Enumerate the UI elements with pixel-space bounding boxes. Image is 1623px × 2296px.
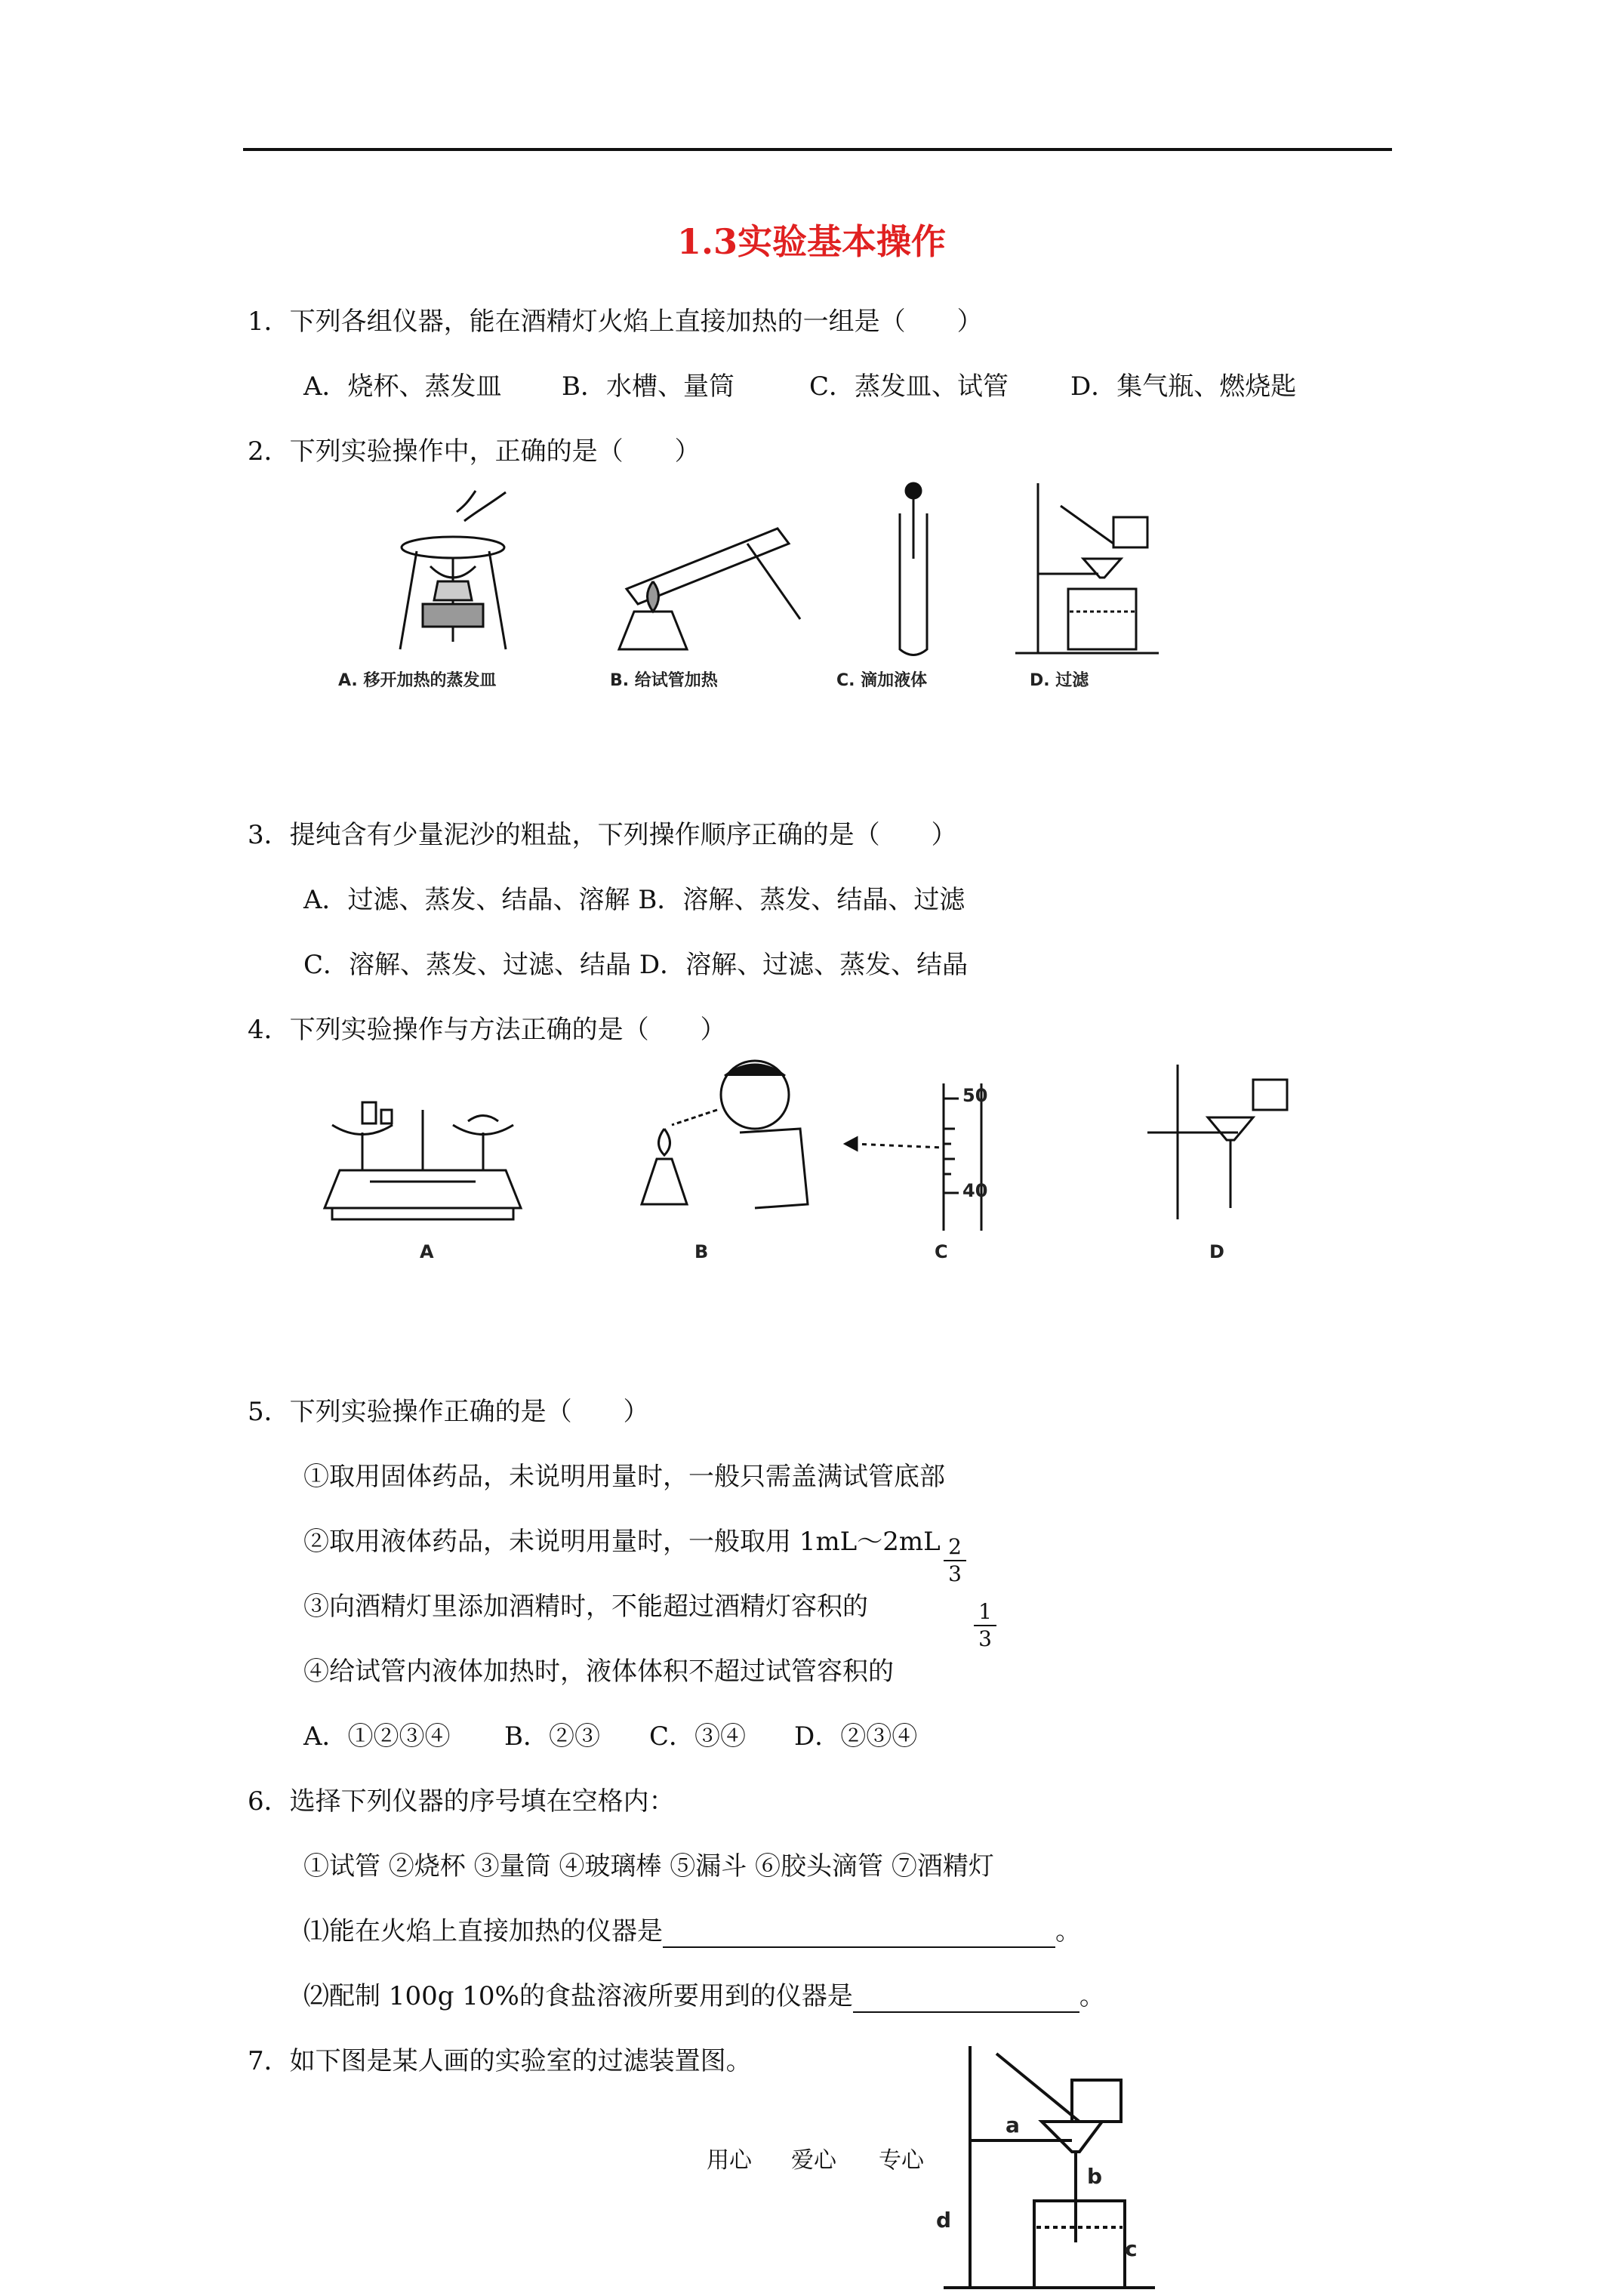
question-1-stem: 1．下列各组仪器，能在酒精灯火焰上直接加热的一组是（ ） — [248, 307, 983, 337]
q4-label-c: C — [935, 1241, 948, 1262]
q2-figure-c-dropper — [883, 476, 944, 664]
q6-part-1 — [303, 1910, 1081, 1948]
q2-caption-c: C. 滴加液体 — [836, 671, 928, 690]
q6-answer-blank-2[interactable] — [853, 1981, 1079, 2013]
q4-label-d: D — [1209, 1241, 1224, 1262]
q5-statement-4: ④给试管内液体加热时，液体体积不超过试管容积的 — [303, 1657, 894, 1687]
question-3-stem: 3．提纯含有少量泥沙的粗盐，下列操作顺序正确的是（ ） — [248, 820, 957, 850]
q5-statement-2: ②取用液体药品，未说明用量时，一般取用 1mL～2mL — [303, 1527, 941, 1557]
q6-instrument-list: ①试管 ②烧杯 ③量筒 ④玻璃棒 ⑤漏斗 ⑥胶头滴管 ⑦酒精灯 — [303, 1851, 994, 1881]
q1-option-b: B．水槽、量筒 — [562, 371, 735, 402]
header-rule — [243, 148, 1392, 151]
q2-figure-b-heating-tube — [596, 498, 808, 657]
page-title: 1.3实验基本操作 — [676, 221, 947, 262]
q5-option-b: B．②③ — [504, 1721, 600, 1752]
q2-figure-d-filtration — [1008, 476, 1174, 664]
footer-text-3: 专心 — [879, 2147, 924, 2174]
q7-label-a: a — [1006, 2113, 1020, 2137]
footer-text-2: 爱心 — [791, 2147, 836, 2174]
q4-label-a: A — [420, 1241, 434, 1262]
q3-options-line-1: A．过滤、蒸发、结晶、溶解 B．溶解、蒸发、结晶、过滤 — [303, 885, 965, 915]
q5-fraction-2-denominator: 3 — [978, 1626, 992, 1651]
q5-fraction-one-third — [974, 1601, 996, 1650]
q4-cylinder-mark-40: 40 — [962, 1180, 988, 1201]
q6-part-1-end: 。 — [1055, 1916, 1081, 1946]
q2-caption-a: A. 移开加热的蒸发皿 — [338, 671, 497, 690]
q6-answer-blank-1[interactable] — [663, 1916, 1055, 1948]
footer-text-1: 用心 — [707, 2147, 752, 2174]
q7-label-d: d — [936, 2208, 952, 2233]
q7-label-b: b — [1087, 2164, 1103, 2189]
q3-options-line-2: C．溶解、蒸发、过滤、结晶 D．溶解、过滤、蒸发、结晶 — [303, 950, 969, 980]
question-4-stem: 4．下列实验操作与方法正确的是（ ） — [248, 1015, 726, 1045]
q5-option-a: A．①②③④ — [303, 1721, 451, 1752]
q2-figure-a-tripod-dish — [393, 476, 551, 657]
question-2-stem: 2．下列实验操作中，正确的是（ ） — [248, 436, 701, 467]
q1-option-c: C．蒸发皿、试管 — [809, 371, 1009, 402]
q2-caption-b: B. 给试管加热 — [610, 671, 718, 690]
q6-part-1-text: ⑴能在火焰上直接加热的仪器是 — [303, 1916, 663, 1946]
q4-figure-a-balance — [325, 1087, 536, 1231]
q5-fraction-1-numerator: 2 — [948, 1534, 962, 1559]
q5-fraction-two-thirds — [944, 1536, 966, 1586]
question-7-stem: 7．如下图是某人画的实验室的过滤装置图。 — [248, 2046, 752, 2076]
q6-part-2 — [303, 1975, 1105, 2013]
q1-option-a: A．烧杯、蒸发皿 — [303, 371, 502, 402]
q7-filtration-apparatus — [929, 2039, 1178, 2295]
q5-option-d: D．②③④ — [794, 1721, 918, 1752]
q4-figure-b-blowing-lamp — [627, 1053, 815, 1231]
question-5-stem: 5．下列实验操作正确的是（ ） — [248, 1397, 649, 1427]
q1-option-d: D．集气瓶、燃烧匙 — [1070, 371, 1297, 402]
q5-fraction-2-numerator: 1 — [978, 1599, 992, 1624]
q4-figure-d-filtration — [1132, 1057, 1306, 1231]
q6-part-2-end: 。 — [1079, 1981, 1105, 2011]
q5-statement-3: ③向酒精灯里添加酒精时，不能超过酒精灯容积的 — [303, 1592, 868, 1622]
q5-fraction-1-denominator: 3 — [948, 1561, 962, 1586]
q4-cylinder-mark-50: 50 — [962, 1085, 988, 1106]
question-6-stem: 6．选择下列仪器的序号填在空格内： — [248, 1786, 675, 1817]
q2-caption-d: D. 过滤 — [1030, 671, 1089, 690]
q5-statement-1: ①取用固体药品，未说明用量时，一般只需盖满试管底部 — [303, 1462, 945, 1492]
q5-option-c: C．③④ — [649, 1721, 747, 1752]
q4-label-b: B — [694, 1241, 709, 1262]
q7-label-c: c — [1125, 2236, 1138, 2261]
q6-part-2-text: ⑵配制 100g 10%的食盐溶液所要用到的仪器是 — [303, 1981, 853, 2011]
